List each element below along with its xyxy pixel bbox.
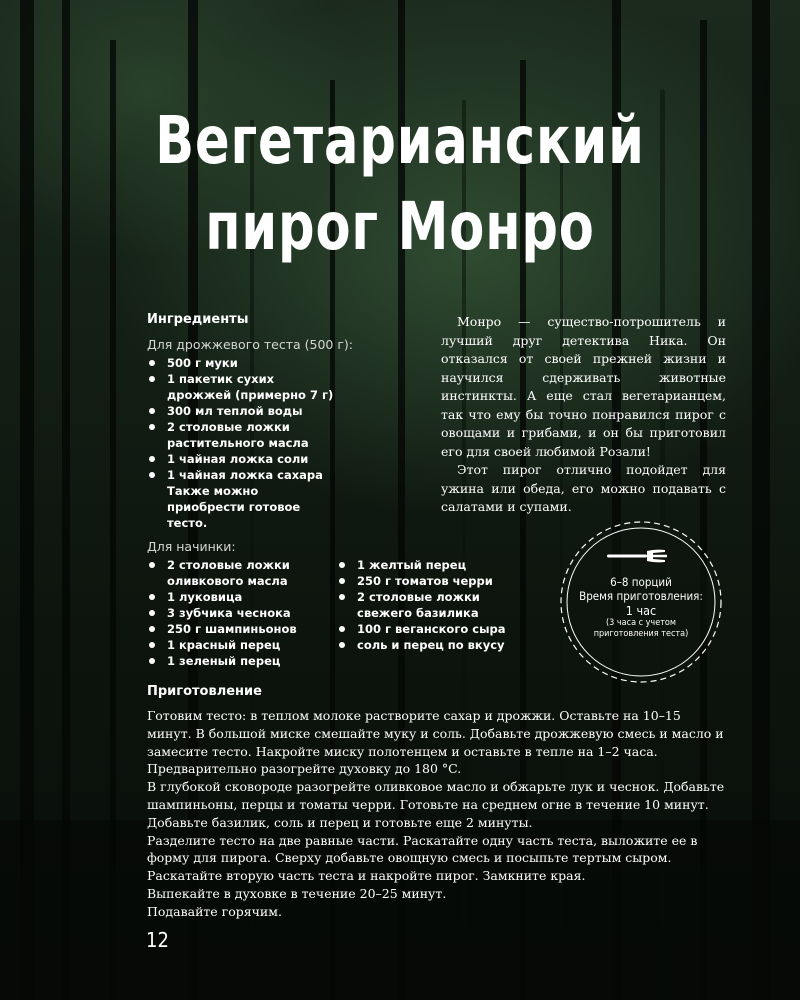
preparation-step: Выпекайте в духовке в течение 20–25 минут. xyxy=(147,885,447,901)
intro-text xyxy=(441,313,726,517)
time-label: Время приготовления: xyxy=(579,589,703,603)
servings-label: 6–8 порций xyxy=(610,575,672,589)
list-item: 2 столовые ложки растительного масла xyxy=(147,419,337,451)
list-item: 1 луковица xyxy=(147,589,337,605)
intro-paragraph-1: Монро — существо-потрошитель и лучший друг детектива Ника. Он отказался от своей прежней жизни и научился сдерживать животные инстинкты. А еще стал вегетарианцем, так что ему бы точно понравился пирог с овощами и грибами, и он бы приготовил его для своей любимой Розали! xyxy=(441,314,726,459)
list-item: 1 чайная ложка сахара Также можно приобрести готовое тесто. xyxy=(147,467,337,531)
list-item: 3 зубчика чеснока xyxy=(147,605,337,621)
preparation-step: Подавайте горячим. xyxy=(147,903,282,919)
list-item: 500 г муки xyxy=(147,355,337,371)
preparation-step: Разделите тесто на две равные части. Раскатайте одну часть теста, выложите ее в форму для пирога. Сверху добавьте овощную смесь и посыпьте тертым сыром. xyxy=(147,832,698,866)
list-item: 100 г веганского сыра xyxy=(337,621,527,637)
badge-text xyxy=(557,575,725,640)
list-item: 1 пакетик сухих дрожжей (примерно 7 г) xyxy=(147,371,337,403)
list-item: соль и перец по вкусу xyxy=(337,637,527,653)
list-item: 300 мл теплой воды xyxy=(147,403,337,419)
page-title xyxy=(56,98,744,270)
preparation-section xyxy=(147,684,727,921)
title-line-2: пирог Монро xyxy=(205,188,595,265)
title-line-1: Вегетарианский xyxy=(155,102,645,179)
time-value: 1 час xyxy=(625,603,657,618)
time-note: (3 часа с учетом приготовления теста) xyxy=(593,618,689,639)
filling-heading: Для начинки: xyxy=(147,539,236,554)
page-number: 12 xyxy=(146,928,169,952)
list-item: 250 г шампиньонов xyxy=(147,621,337,637)
filling-list-2 xyxy=(337,557,527,669)
preparation-step: В глубокой сковороде разогрейте оливковое масло и обжарьте лук и чеснок. Добавьте шампиньоны, перцы и томаты черри. Готовьте на среднем огне в течение 10 минут. Добавьте базилик, соль и перец и готовьте еще 2 минуты. xyxy=(147,779,725,830)
filling-columns xyxy=(147,557,527,669)
preparation-step: Предварительно разогрейте духовку до 180 °C. xyxy=(147,761,462,777)
preparation-step: Раскатайте вторую часть теста и накройте пирог. Замкните края. xyxy=(147,868,586,884)
list-item: 1 красный перец xyxy=(147,637,337,653)
list-item: 1 зеленый перец xyxy=(147,653,337,669)
list-item: 2 столовые ложки оливкового масла xyxy=(147,557,337,589)
ingredients-heading: Ингредиенты xyxy=(147,312,249,327)
list-item: 1 желтый перец xyxy=(337,557,527,573)
list-item: 1 чайная ложка соли xyxy=(147,451,337,467)
preparation-heading: Приготовление xyxy=(147,684,262,699)
list-item: 250 г томатов черри xyxy=(337,573,527,589)
dough-heading: Для дрожжевого теста (500 г): xyxy=(147,337,354,352)
filling-list-1 xyxy=(147,557,337,669)
preparation-step: Готовим тесто: в теплом молоке растворите сахар и дрожжи. Оставьте на 10–15 минут. В большой миске смешайте муку и соль. Добавьте дрожжевую смесь и масло и замесите тесто. Накройте миску полотенцем и оставьте в тепле на 1–2 часа. xyxy=(147,708,724,759)
dough-list xyxy=(147,355,337,531)
intro-paragraph-2: Этот пирог отлично подойдет для ужина или обеда, его можно подавать с салатами и супами. xyxy=(441,462,726,514)
list-item: 2 столовые ложки свежего базилика xyxy=(337,589,527,621)
preparation-text xyxy=(147,707,727,921)
